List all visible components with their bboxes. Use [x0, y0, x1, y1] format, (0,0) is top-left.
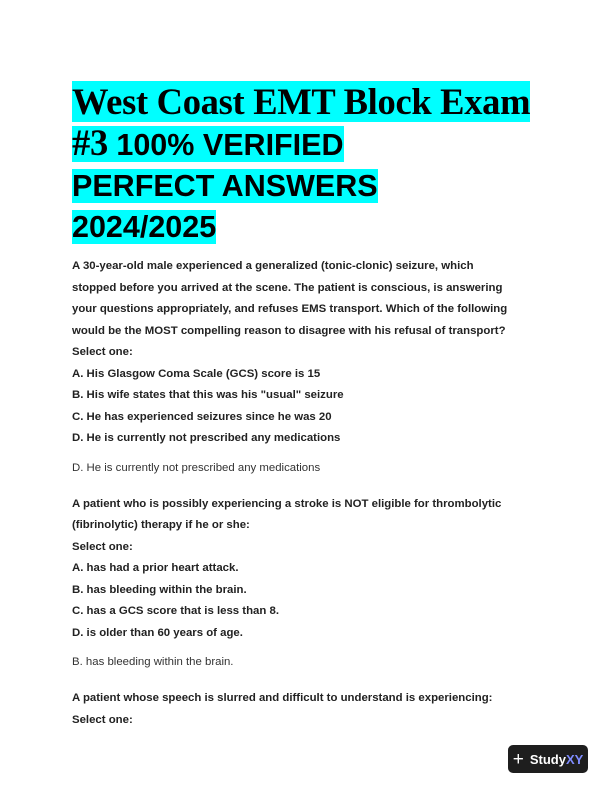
option-b: B. has bleeding within the brain.	[72, 583, 247, 596]
document-title	[72, 82, 542, 247]
select-one-label: Select one:	[72, 540, 133, 553]
title-line-4: 2024/2025	[72, 210, 217, 244]
question-text-line: your questions appropriately, and refuses EMS transport. Which of the following	[72, 303, 508, 315]
plus-icon: +	[512, 748, 524, 770]
option-a: A. His Glasgow Coma Scale (GCS) score is 15	[72, 367, 321, 380]
option-c: C. has a GCS score that is less than 8.	[72, 605, 280, 617]
document-page	[72, 82, 542, 731]
select-one-label: Select one:	[72, 346, 133, 358]
title-line-1: West Coast EMT Block Exam	[72, 81, 531, 122]
option-d: D. is older than 60 years of age.	[72, 626, 243, 639]
select-one-label: Select one:	[72, 713, 133, 726]
brand-name: StudyXY	[529, 751, 584, 767]
question-2	[72, 494, 542, 645]
title-line-2-text: 100% VERIFIED	[107, 128, 344, 162]
answer-1: D. He is currently not prescribed any medications	[72, 461, 321, 474]
option-c: C. He has experienced seizures since he was 20	[72, 410, 332, 423]
title-line-2-number: #3	[72, 122, 108, 163]
option-d: D. He is currently not prescribed any medications	[72, 432, 341, 444]
question-text-line: A patient whose speech is slurred and difficult to understand is experiencing:	[72, 692, 493, 704]
question-text-line: would be the MOST compelling reason to disagree with his refusal of transport?	[72, 324, 506, 337]
option-b: B. His wife states that this was his "usual" seizure	[72, 389, 344, 401]
question-text-line: stopped before you arrived at the scene. The patient is conscious, is answering	[72, 281, 503, 294]
question-text-line: A patient who is possibly experiencing a stroke is NOT eligible for thrombolytic	[72, 497, 502, 510]
question-text-line: (fibrinolytic) therapy if he or she:	[72, 519, 250, 531]
answer-2: B. has bleeding within the brain.	[72, 656, 234, 668]
question-text-line: A 30-year-old male experienced a generalized (tonic-clonic) seizure, which	[72, 260, 474, 272]
studyxy-badge[interactable]	[508, 745, 588, 773]
title-line-3: PERFECT ANSWERS	[72, 169, 378, 203]
question-1	[72, 256, 542, 450]
option-a: A. has had a prior heart attack.	[72, 562, 239, 574]
question-3	[72, 688, 542, 731]
